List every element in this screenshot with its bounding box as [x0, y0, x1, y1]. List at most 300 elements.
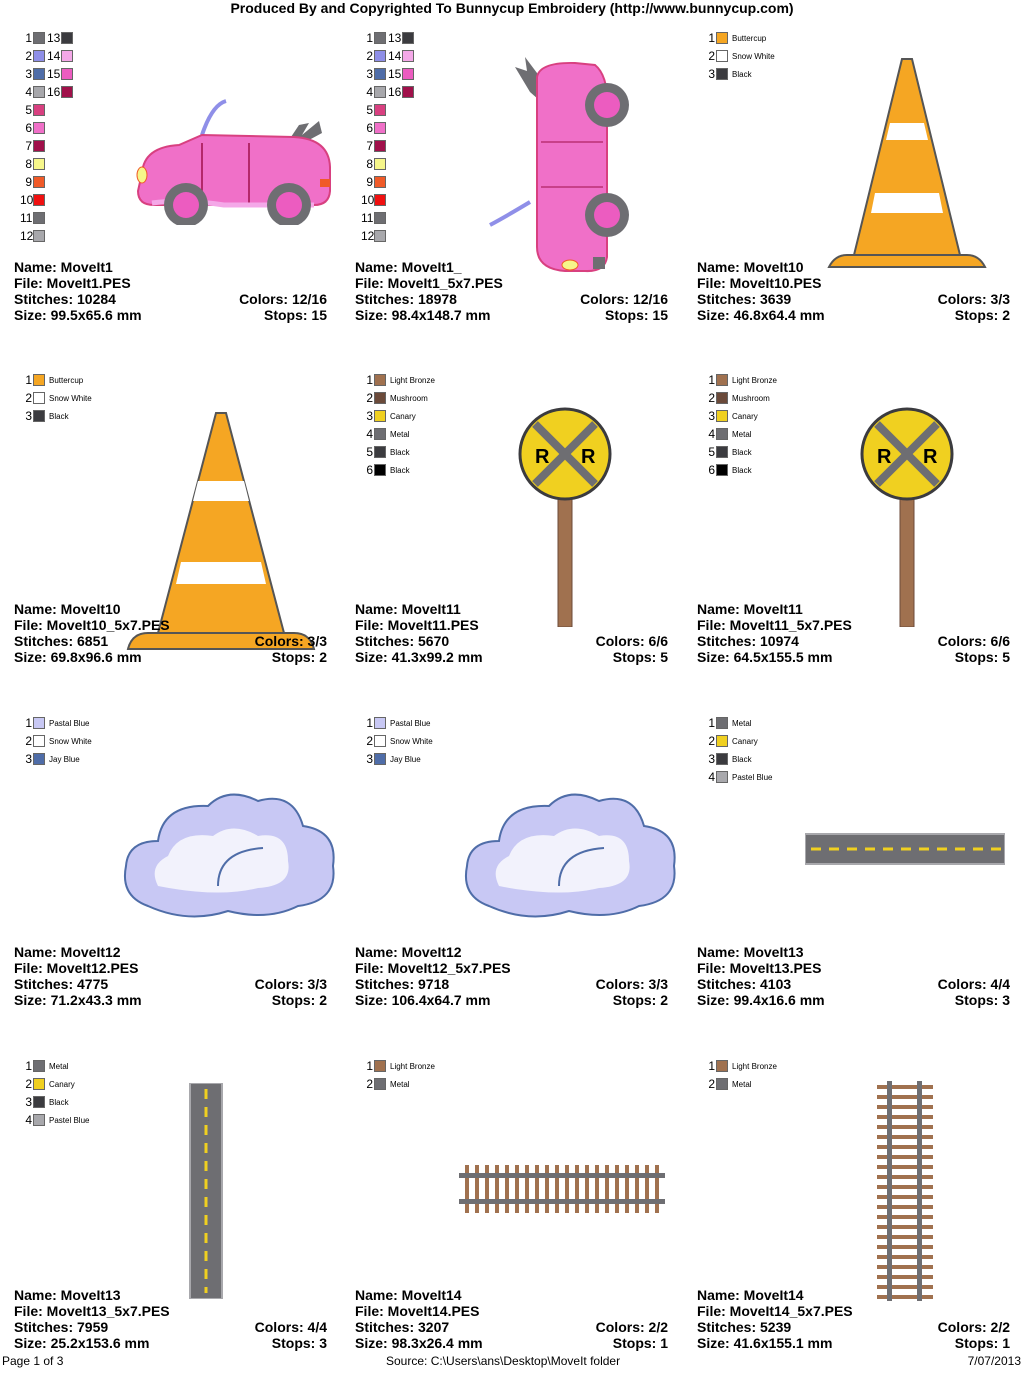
- color-swatch: [61, 68, 73, 80]
- color-legend: [703, 1057, 777, 1093]
- design-stitches: [355, 291, 668, 307]
- color-swatch: [33, 717, 45, 729]
- design-name-value: Name: MoveIt1: [14, 259, 113, 275]
- legend-number: 1: [366, 716, 373, 730]
- design-size-right: Stops: 3: [271, 1335, 327, 1351]
- design-stitches-right: Colors: 4/4: [254, 1319, 327, 1335]
- design-stitches: [14, 976, 327, 992]
- design-name: [355, 944, 668, 960]
- color-swatch: [33, 753, 45, 765]
- legend-row: [703, 1057, 777, 1075]
- color-swatch: [374, 122, 386, 134]
- color-swatch: [716, 32, 728, 44]
- legend-row: [20, 389, 92, 407]
- legend-row: [20, 750, 92, 768]
- legend-row: [703, 29, 775, 47]
- design-stitches-right: Colors: 3/3: [595, 976, 668, 992]
- design-name-value: Name: MoveIt12: [355, 944, 462, 960]
- design-size: [355, 307, 668, 323]
- color-swatch: [33, 122, 45, 134]
- color-swatch: [716, 717, 728, 729]
- legend-number: 8: [366, 157, 373, 171]
- color-swatch: [374, 176, 386, 188]
- color-swatch: [374, 32, 386, 44]
- thread-name: Buttercup: [49, 375, 84, 385]
- design-stitches-value: Stitches: 3639: [697, 291, 792, 307]
- design-cell: [355, 367, 685, 697]
- legend-number: 15: [388, 67, 402, 81]
- legend-number: 5: [708, 445, 715, 459]
- legend-row: [361, 371, 435, 389]
- page-number: Page 1 of 3: [2, 1354, 64, 1368]
- color-swatch: [374, 446, 386, 458]
- design-preview: [186, 1083, 226, 1304]
- legend-number: 5: [366, 445, 373, 459]
- legend-number: 3: [25, 1095, 32, 1109]
- legend-row: [20, 227, 73, 245]
- color-swatch: [402, 86, 414, 98]
- design-size: [697, 1335, 1010, 1351]
- page-footer: [0, 1354, 1024, 1370]
- design-size-value: Size: 98.4x148.7 mm: [355, 307, 491, 323]
- legend-number: 2: [708, 1077, 715, 1091]
- legend-number: 2: [25, 734, 32, 748]
- legend-row: [20, 137, 73, 155]
- thread-name: Black: [732, 69, 752, 79]
- color-swatch: [716, 374, 728, 386]
- design-stitches: [14, 291, 327, 307]
- design-stitches-right: Colors: 6/6: [595, 633, 668, 649]
- legend-row: [20, 1075, 89, 1093]
- design-size-value: Size: 69.8x96.6 mm: [14, 649, 142, 665]
- design-file-value: File: MoveIt12.PES: [14, 960, 139, 976]
- design-stitches: [697, 633, 1010, 649]
- legend-number: 9: [25, 175, 32, 189]
- design-preview: [485, 57, 645, 282]
- color-swatch: [61, 86, 73, 98]
- design-name: [697, 944, 1010, 960]
- design-cell: [697, 25, 1024, 355]
- design-info: [697, 601, 1010, 665]
- legend-number: 1: [366, 373, 373, 387]
- design-name-value: Name: MoveIt13: [14, 1287, 121, 1303]
- color-swatch: [374, 86, 386, 98]
- color-swatch: [716, 464, 728, 476]
- color-swatch: [374, 212, 386, 224]
- design-stitches-right: Colors: 3/3: [254, 633, 327, 649]
- design-preview: [459, 1159, 665, 1224]
- legend-row: [703, 461, 777, 479]
- color-swatch: [33, 374, 45, 386]
- legend-row: [703, 425, 777, 443]
- color-swatch: [33, 68, 45, 80]
- design-preview: [827, 55, 987, 280]
- design-cell: [14, 1053, 344, 1383]
- legend-row: [703, 47, 775, 65]
- design-file: [355, 275, 668, 291]
- thread-name: Jay Blue: [390, 754, 421, 764]
- legend-number: 16: [47, 85, 61, 99]
- design-size-right: Stops: 15: [604, 307, 668, 323]
- design-file: [355, 617, 668, 633]
- design-name-value: Name: MoveIt11: [355, 601, 461, 617]
- design-file-value: File: MoveIt12_5x7.PES: [355, 960, 511, 976]
- design-stitches-value: Stitches: 5239: [697, 1319, 792, 1335]
- color-swatch: [374, 1060, 386, 1072]
- legend-row: [361, 714, 433, 732]
- design-stitches: [355, 976, 668, 992]
- color-swatch: [33, 735, 45, 747]
- design-name-value: Name: MoveIt10: [697, 259, 804, 275]
- design-cell: [355, 710, 685, 1040]
- design-size-value: Size: 106.4x64.7 mm: [355, 992, 491, 1008]
- legend-row: [361, 119, 414, 137]
- color-swatch: [374, 50, 386, 62]
- svg-text:R: R: [923, 446, 938, 468]
- design-size: [14, 992, 327, 1008]
- design-size-value: Size: 64.5x155.5 mm: [697, 649, 833, 665]
- thread-name: Canary: [732, 411, 758, 421]
- color-swatch: [374, 1078, 386, 1090]
- legend-number: 4: [366, 85, 373, 99]
- legend-number: 8: [25, 157, 32, 171]
- legend-row: [20, 29, 73, 47]
- color-swatch: [374, 428, 386, 440]
- legend-number: 1: [25, 31, 32, 45]
- legend-number: 2: [708, 391, 715, 405]
- color-legend: [361, 714, 433, 768]
- color-legend: [361, 371, 435, 479]
- design-cell: [355, 1053, 685, 1383]
- thread-name: Light Bronze: [732, 1061, 777, 1071]
- thread-name: Light Bronze: [390, 1061, 435, 1071]
- legend-row: [361, 155, 414, 173]
- color-swatch: [33, 1078, 45, 1090]
- legend-number: 10: [20, 193, 34, 207]
- design-size: [697, 307, 1010, 323]
- legend-row: [361, 191, 414, 209]
- color-swatch: [33, 50, 45, 62]
- legend-row: [361, 425, 435, 443]
- legend-number: 1: [708, 373, 715, 387]
- design-info: [14, 944, 327, 1008]
- color-swatch: [33, 1114, 45, 1126]
- legend-number: 1: [25, 716, 32, 730]
- legend-row: [361, 65, 414, 83]
- color-legend: [20, 1057, 89, 1129]
- thread-name: Light Bronze: [732, 375, 777, 385]
- legend-row: [361, 750, 433, 768]
- color-swatch: [374, 717, 386, 729]
- design-size: [14, 649, 327, 665]
- design-size: [355, 992, 668, 1008]
- color-swatch: [374, 464, 386, 476]
- design-file-value: File: MoveIt14_5x7.PES: [697, 1303, 853, 1319]
- color-swatch: [33, 230, 45, 242]
- design-name: [355, 1287, 668, 1303]
- design-info: [355, 1287, 668, 1351]
- design-stitches-value: Stitches: 10284: [14, 291, 116, 307]
- design-name-value: Name: MoveIt12: [14, 944, 121, 960]
- legend-row: [703, 714, 772, 732]
- design-size-right: Stops: 5: [954, 649, 1010, 665]
- design-stitches-value: Stitches: 5670: [355, 633, 450, 649]
- design-info: [14, 1287, 327, 1351]
- thread-name: Canary: [390, 411, 416, 421]
- design-size-value: Size: 46.8x64.4 mm: [697, 307, 825, 323]
- legend-number: 2: [366, 391, 373, 405]
- legend-number: 4: [366, 427, 373, 441]
- thread-name: Snow White: [49, 736, 92, 746]
- thread-name: Canary: [732, 736, 758, 746]
- color-swatch: [33, 158, 45, 170]
- legend-number: 6: [25, 121, 32, 135]
- legend-number: 5: [366, 103, 373, 117]
- legend-row: [361, 227, 414, 245]
- legend-number: 4: [708, 770, 715, 784]
- design-stitches-value: Stitches: 4103: [697, 976, 792, 992]
- design-stitches-right: Colors: 2/2: [595, 1319, 668, 1335]
- color-swatch: [33, 212, 45, 224]
- design-stitches-value: Stitches: 7959: [14, 1319, 109, 1335]
- design-name: [355, 259, 668, 275]
- design-name: [14, 259, 327, 275]
- legend-row: [361, 732, 433, 750]
- design-name-value: Name: MoveIt10: [14, 601, 121, 617]
- design-file: [14, 960, 327, 976]
- design-info: [697, 259, 1010, 323]
- legend-number: 2: [366, 1077, 373, 1091]
- color-swatch: [716, 735, 728, 747]
- legend-row: [20, 155, 73, 173]
- svg-text:R: R: [581, 446, 596, 468]
- legend-number: 7: [25, 139, 32, 153]
- color-swatch: [33, 1060, 45, 1072]
- design-size: [14, 307, 327, 323]
- legend-number: 3: [25, 409, 32, 423]
- legend-number: 4: [25, 1113, 32, 1127]
- legend-number: 6: [366, 463, 373, 477]
- legend-row: [703, 750, 772, 768]
- design-file: [697, 960, 1010, 976]
- legend-row: [20, 101, 73, 119]
- legend-row: [703, 768, 772, 786]
- design-preview: [515, 407, 615, 632]
- design-size-value: Size: 98.3x26.4 mm: [355, 1335, 483, 1351]
- design-stitches: [14, 633, 327, 649]
- design-name: [14, 1287, 327, 1303]
- legend-row: [20, 1093, 89, 1111]
- color-swatch: [33, 194, 45, 206]
- legend-number: 1: [366, 31, 373, 45]
- design-preview: [873, 1081, 937, 1306]
- legend-row: [361, 1075, 435, 1093]
- design-info: [14, 601, 327, 665]
- legend-number: 13: [388, 31, 402, 45]
- thread-name: Snow White: [49, 393, 92, 403]
- legend-number: 2: [366, 734, 373, 748]
- design-info: [355, 944, 668, 1008]
- thread-name: Pastel Blue: [49, 1115, 90, 1125]
- color-swatch: [374, 194, 386, 206]
- design-name-value: Name: MoveIt11: [697, 601, 803, 617]
- design-stitches-right: Colors: 3/3: [937, 291, 1010, 307]
- color-swatch: [716, 428, 728, 440]
- color-swatch: [716, 50, 728, 62]
- design-file: [697, 617, 1010, 633]
- color-swatch: [374, 158, 386, 170]
- design-name: [697, 601, 1010, 617]
- design-name-value: Name: MoveIt1_: [355, 259, 462, 275]
- legend-number: 1: [708, 31, 715, 45]
- color-swatch: [374, 140, 386, 152]
- design-file: [355, 1303, 668, 1319]
- legend-number: 3: [25, 67, 32, 81]
- color-swatch: [716, 753, 728, 765]
- legend-number: 11: [361, 211, 374, 225]
- design-stitches: [355, 633, 668, 649]
- legend-number: 4: [708, 427, 715, 441]
- design-stitches-value: Stitches: 10974: [697, 633, 799, 649]
- thread-name: Metal: [732, 1079, 752, 1089]
- color-legend: [703, 714, 772, 786]
- legend-number: 2: [25, 391, 32, 405]
- legend-number: 2: [708, 49, 715, 63]
- design-cell: [697, 1053, 1024, 1383]
- design-file-value: File: MoveIt10.PES: [697, 275, 822, 291]
- color-swatch: [61, 32, 73, 44]
- design-file-value: File: MoveIt13.PES: [697, 960, 822, 976]
- thread-name: Black: [390, 447, 410, 457]
- thread-name: Metal: [390, 1079, 410, 1089]
- color-swatch: [374, 374, 386, 386]
- design-info: [14, 259, 327, 323]
- color-swatch: [374, 735, 386, 747]
- thread-name: Metal: [390, 429, 410, 439]
- legend-row: [361, 173, 414, 191]
- color-swatch: [716, 446, 728, 458]
- thread-name: Black: [732, 754, 752, 764]
- design-file-value: File: MoveIt1_5x7.PES: [355, 275, 503, 291]
- legend-number: 3: [708, 409, 715, 423]
- design-stitches-right: Colors: 6/6: [937, 633, 1010, 649]
- design-file: [14, 1303, 327, 1319]
- thread-name: Metal: [49, 1061, 69, 1071]
- legend-row: [20, 1111, 89, 1129]
- design-name: [14, 944, 327, 960]
- color-swatch: [374, 104, 386, 116]
- source-path: Source: C:\Users\ans\Desktop\MoveIt folder: [386, 1354, 621, 1368]
- thread-name: Metal: [732, 429, 752, 439]
- color-legend: [20, 371, 92, 425]
- thread-name: Jay Blue: [49, 754, 80, 764]
- legend-number: 3: [366, 409, 373, 423]
- design-size-right: Stops: 2: [954, 307, 1010, 323]
- thread-name: Mushroom: [732, 393, 770, 403]
- legend-row: [20, 371, 92, 389]
- legend-row: [703, 443, 777, 461]
- design-file: [355, 960, 668, 976]
- design-cell: [697, 367, 1024, 697]
- design-size-value: Size: 99.5x65.6 mm: [14, 307, 142, 323]
- design-stitches: [697, 1319, 1010, 1335]
- color-swatch: [33, 140, 45, 152]
- design-stitches: [14, 1319, 327, 1335]
- color-swatch: [33, 32, 45, 44]
- design-stitches-right: Colors: 3/3: [254, 976, 327, 992]
- design-info: [355, 259, 668, 323]
- thread-name: Snow White: [732, 51, 775, 61]
- color-swatch: [374, 392, 386, 404]
- color-legend: [20, 714, 92, 768]
- legend-number: 2: [25, 49, 32, 63]
- thread-name: Canary: [49, 1079, 75, 1089]
- design-cell: [355, 25, 685, 355]
- thread-name: Black: [49, 411, 69, 421]
- legend-number: 2: [708, 734, 715, 748]
- design-stitches-right: Colors: 2/2: [937, 1319, 1010, 1335]
- legend-row: [361, 443, 435, 461]
- legend-number: 13: [47, 31, 61, 45]
- thread-name: Black: [732, 447, 752, 457]
- legend-row: [703, 407, 777, 425]
- legend-number: 3: [25, 752, 32, 766]
- legend-row: [20, 119, 73, 137]
- design-name: [697, 1287, 1010, 1303]
- design-size-value: Size: 41.6x155.1 mm: [697, 1335, 833, 1351]
- color-legend: [703, 371, 777, 479]
- thread-name: Black: [49, 1097, 69, 1107]
- design-size: [697, 992, 1010, 1008]
- color-swatch: [33, 86, 45, 98]
- design-stitches-value: Stitches: 18978: [355, 291, 457, 307]
- legend-number: 2: [366, 49, 373, 63]
- color-swatch: [33, 104, 45, 116]
- design-file-value: File: MoveIt1.PES: [14, 275, 131, 291]
- design-size-value: Size: 99.4x16.6 mm: [697, 992, 825, 1008]
- legend-number: 3: [366, 67, 373, 81]
- design-stitches-right: Colors: 12/16: [580, 291, 668, 307]
- design-preview: [118, 786, 342, 931]
- legend-row: [703, 389, 777, 407]
- color-swatch: [402, 50, 414, 62]
- design-preview: [459, 786, 683, 931]
- legend-row: [361, 389, 435, 407]
- color-swatch: [374, 230, 386, 242]
- legend-row: [703, 371, 777, 389]
- design-preview: [124, 95, 339, 230]
- design-stitches: [697, 976, 1010, 992]
- svg-text:R: R: [877, 446, 892, 468]
- legend-row: [361, 29, 414, 47]
- thread-name: Metal: [732, 718, 752, 728]
- thread-name: Light Bronze: [390, 375, 435, 385]
- design-file-value: File: MoveIt11.PES: [355, 617, 479, 633]
- legend-number: 7: [366, 139, 373, 153]
- design-size-value: Size: 71.2x43.3 mm: [14, 992, 142, 1008]
- legend-row: [20, 173, 73, 191]
- color-swatch: [33, 1096, 45, 1108]
- design-stitches-right: Colors: 12/16: [239, 291, 327, 307]
- design-file-value: File: MoveIt11_5x7.PES: [697, 617, 852, 633]
- legend-number: 1: [25, 373, 32, 387]
- legend-number: 3: [366, 752, 373, 766]
- legend-number: 15: [47, 67, 61, 81]
- design-name: [14, 601, 327, 617]
- design-size: [355, 1335, 668, 1351]
- color-swatch: [374, 68, 386, 80]
- design-size-right: Stops: 2: [271, 992, 327, 1008]
